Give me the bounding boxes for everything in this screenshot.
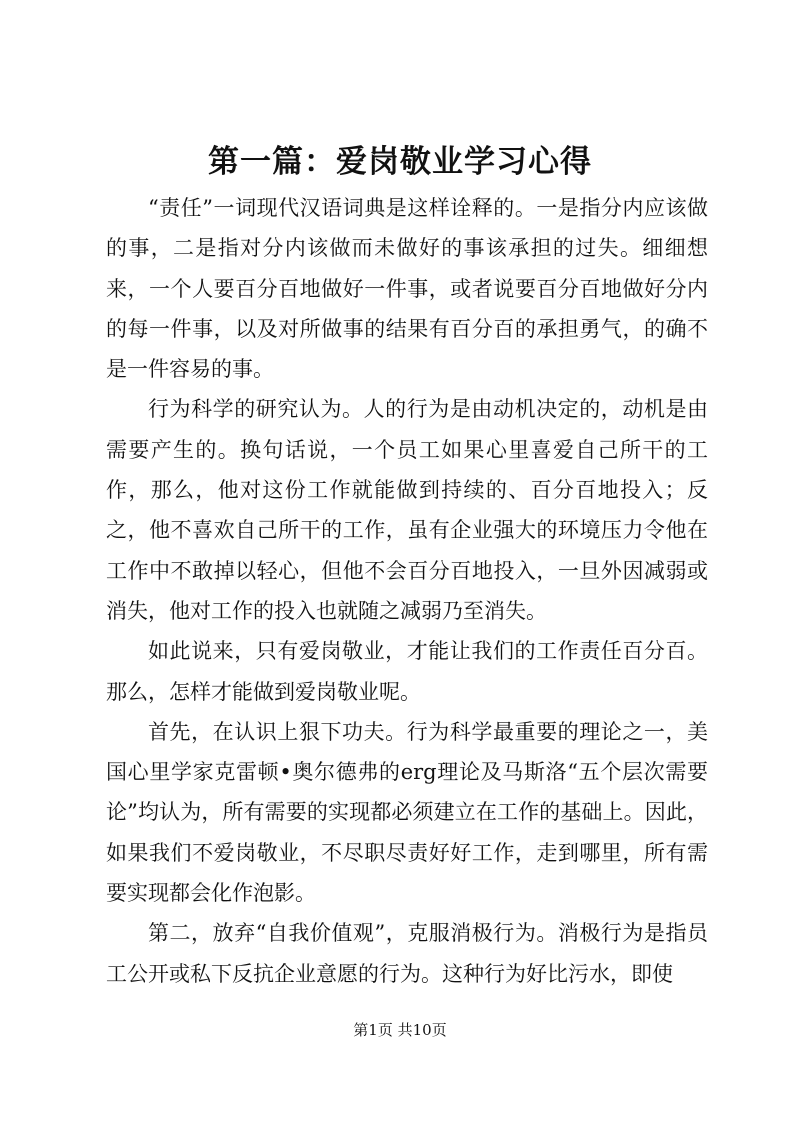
paragraph-3: 如此说来，只有爱岗敬业，才能让我们的工作责任百分百。那么，怎样才能做到爱岗敬业呢。 [106,639,708,704]
page-number-footer: 第1页 共10页 [353,1021,447,1039]
document-body [106,188,708,994]
paragraph-2: 行为科学的研究认为。人的行为是由动机决定的，动机是由需要产生的。换句话说，一个员工如果心里喜爱自己所干的工作，那么，他对这份工作就能做到持续的、百分百地投入；反之，他不喜欢自己所干的工作，虽有企业强大的环境压力令他在工作中不敢掉以轻心，但他不会百分百地投入，一旦外因减弱或消失，他对工作的投入也就随之减弱乃至消失。 [106,397,708,623]
paragraph-1: “责任”一词现代汉语词典是这样诠释的。一是指分内应该做的事，二是指对分内该做而未做好的事该承担的过失。细细想来，一个人要百分百地做好一件事，或者说要百分百地做好分内的每一件事，以及对所做事的结果有百分百的承担勇气，的确不是一件容易的事。 [106,196,708,382]
paragraph-5: 第二，放弃“自我价值观”，克服消极行为。消极行为是指员工公开或私下反抗企业意愿的行为。这种行为好比污水，即使 [106,921,708,986]
paragraph-4: 首先，在认识上狠下功夫。行为科学最重要的理论之一，美国心里学家克雷顿•奥尔德弗的erg理论及马斯洛“五个层次需要论”均认为，所有需要的实现都必须建立在工作的基础上。因此，如果我们不爱岗敬业，不尽职尽责好好工作，走到哪里，所有需要实现都会化作泡影。 [106,719,708,906]
document-title: 第一篇：爱岗敬业学习心得 [208,144,592,180]
